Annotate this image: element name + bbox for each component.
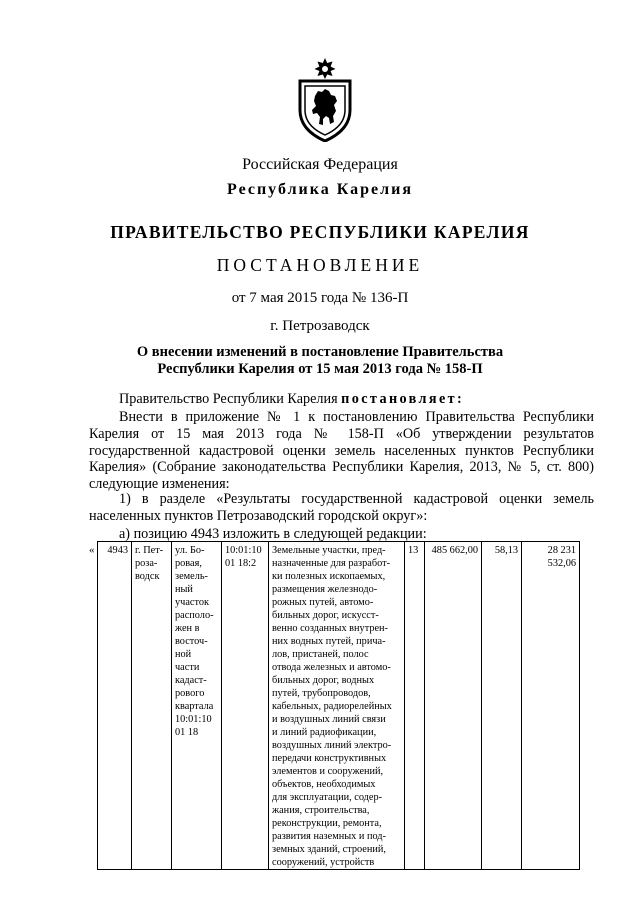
cell-line: воздушных линий электро-	[272, 740, 392, 751]
cell-line: кабельных, радиорелейных	[272, 701, 392, 712]
cell-line: для эксплуатации, содер-	[272, 792, 383, 803]
cell-line: рового	[175, 688, 205, 699]
cell-line: лов, пристаней, полос	[272, 649, 369, 660]
amendment-table	[97, 541, 580, 870]
amend-paragraph: Внести в приложение № 1 к постановлению Правительства Республики Карелия от 15 мая 2013 года № 158-П «Об утверждении результатов государственной кадастровой оценки земель населенных пунктов Республики Карелия» (Собрание законодательства Республики Карелия, 2013, № 5, ст. 800) следующие изменения:	[89, 409, 594, 493]
cell-line: роза-	[135, 558, 158, 569]
city-cell	[132, 542, 172, 870]
cell-line: жен в	[175, 623, 200, 634]
karelia-coat-of-arms-icon	[296, 58, 354, 142]
subject-line: Республики Карелия от 15 мая 2013 года № 158-П	[157, 361, 483, 377]
cell-line: рожных путей, автомо-	[272, 597, 374, 608]
cell-line: объектов, необходимых	[272, 779, 376, 790]
cell-line: г. Пет-	[135, 545, 164, 556]
cell-line: земель-	[175, 571, 208, 582]
cell-line: путей, трубопроводов,	[272, 688, 371, 699]
cell-line: ный	[175, 584, 193, 595]
cell-line: ки полезных ископаемых,	[272, 571, 386, 582]
cell-line: венно созданных внутрен-	[272, 623, 388, 634]
republic-name: Республика Карелия	[227, 181, 413, 198]
document-date-number: от 7 мая 2015 года № 136-П	[231, 290, 409, 306]
item-paragraph: а) позицию 4943 изложить в следующей редакции:	[119, 526, 427, 542]
section-paragraph: 1) в разделе «Результаты государственной кадастровой оценки земель населенных пунктов Петрозаводский городской округ»:	[89, 491, 594, 524]
resolves-paragraph	[89, 391, 594, 408]
cell-line: 10:01:10	[175, 714, 212, 725]
cell-line: ровая,	[175, 558, 202, 569]
position-cell: 4943	[98, 542, 132, 870]
resolves-word: постановляет:	[341, 391, 465, 407]
address-cell	[172, 542, 222, 870]
cell-line: части	[175, 662, 200, 673]
rate-cell: 58,13	[482, 542, 522, 870]
cell-line: размещения железнодо-	[272, 584, 378, 595]
cell-line: сооружений, устройств	[272, 857, 375, 868]
cell-line: реконструкции, ремонта,	[272, 818, 382, 829]
cell-line: назначенные для разработ-	[272, 558, 391, 569]
cell-line: Земельные участки, пред-	[272, 545, 386, 556]
area-cell: 485 662,00	[425, 542, 482, 870]
cell-line: передачи конструктивных	[272, 753, 387, 764]
open-quote: «	[89, 544, 95, 556]
cadastral-number-cell	[222, 542, 269, 870]
cell-line: участок	[175, 597, 209, 608]
document-type: ПОСТАНОВЛЕНИЕ	[216, 255, 424, 275]
cell-line: развития наземных и под-	[272, 831, 386, 842]
table-row	[98, 542, 580, 870]
cell-line: них водных путей, прича-	[272, 636, 386, 647]
cell-line: и линий радиофикации,	[272, 727, 377, 738]
group-cell: 13	[405, 542, 425, 870]
cell-line: ной	[175, 649, 192, 660]
cell-line: жания, строительства,	[272, 805, 370, 816]
cell-line: элементов и сооружений,	[272, 766, 384, 777]
cell-line: восточ-	[175, 636, 208, 647]
land-purpose-cell	[269, 542, 405, 870]
resolves-prefix: Правительство Республики Карелия	[119, 391, 342, 407]
cell-line: располо-	[175, 610, 214, 621]
cell-line: отвода железных и автомо-	[272, 662, 391, 673]
government-title: ПРАВИТЕЛЬСТВО РЕСПУБЛИКИ КАРЕЛИЯ	[110, 222, 530, 242]
document-city: г. Петрозаводск	[270, 318, 370, 334]
subject-line: О внесении изменений в постановление Правительства	[136, 344, 504, 360]
document-subject	[0, 344, 640, 378]
cell-line: водск	[135, 571, 160, 582]
cell-line: земных зданий, строений,	[272, 844, 386, 855]
cell-line: и воздушных линий связи	[272, 714, 386, 725]
cell-line: кадаст-	[175, 675, 207, 686]
cell-line: бильных дорог, водных	[272, 675, 375, 686]
cell-line: 01 18:2	[225, 558, 257, 569]
cell-line: ул. Бо-	[175, 545, 205, 556]
cell-line: бильных дорог, искусст-	[272, 610, 379, 621]
cell-line: 01 18	[175, 727, 199, 738]
cell-line: 10:01:10	[225, 545, 262, 556]
cell-line: квартала	[175, 701, 214, 712]
country-name: Российская Федерация	[242, 156, 398, 173]
cadastral-value-cell: 28 231 532,06	[522, 542, 580, 870]
